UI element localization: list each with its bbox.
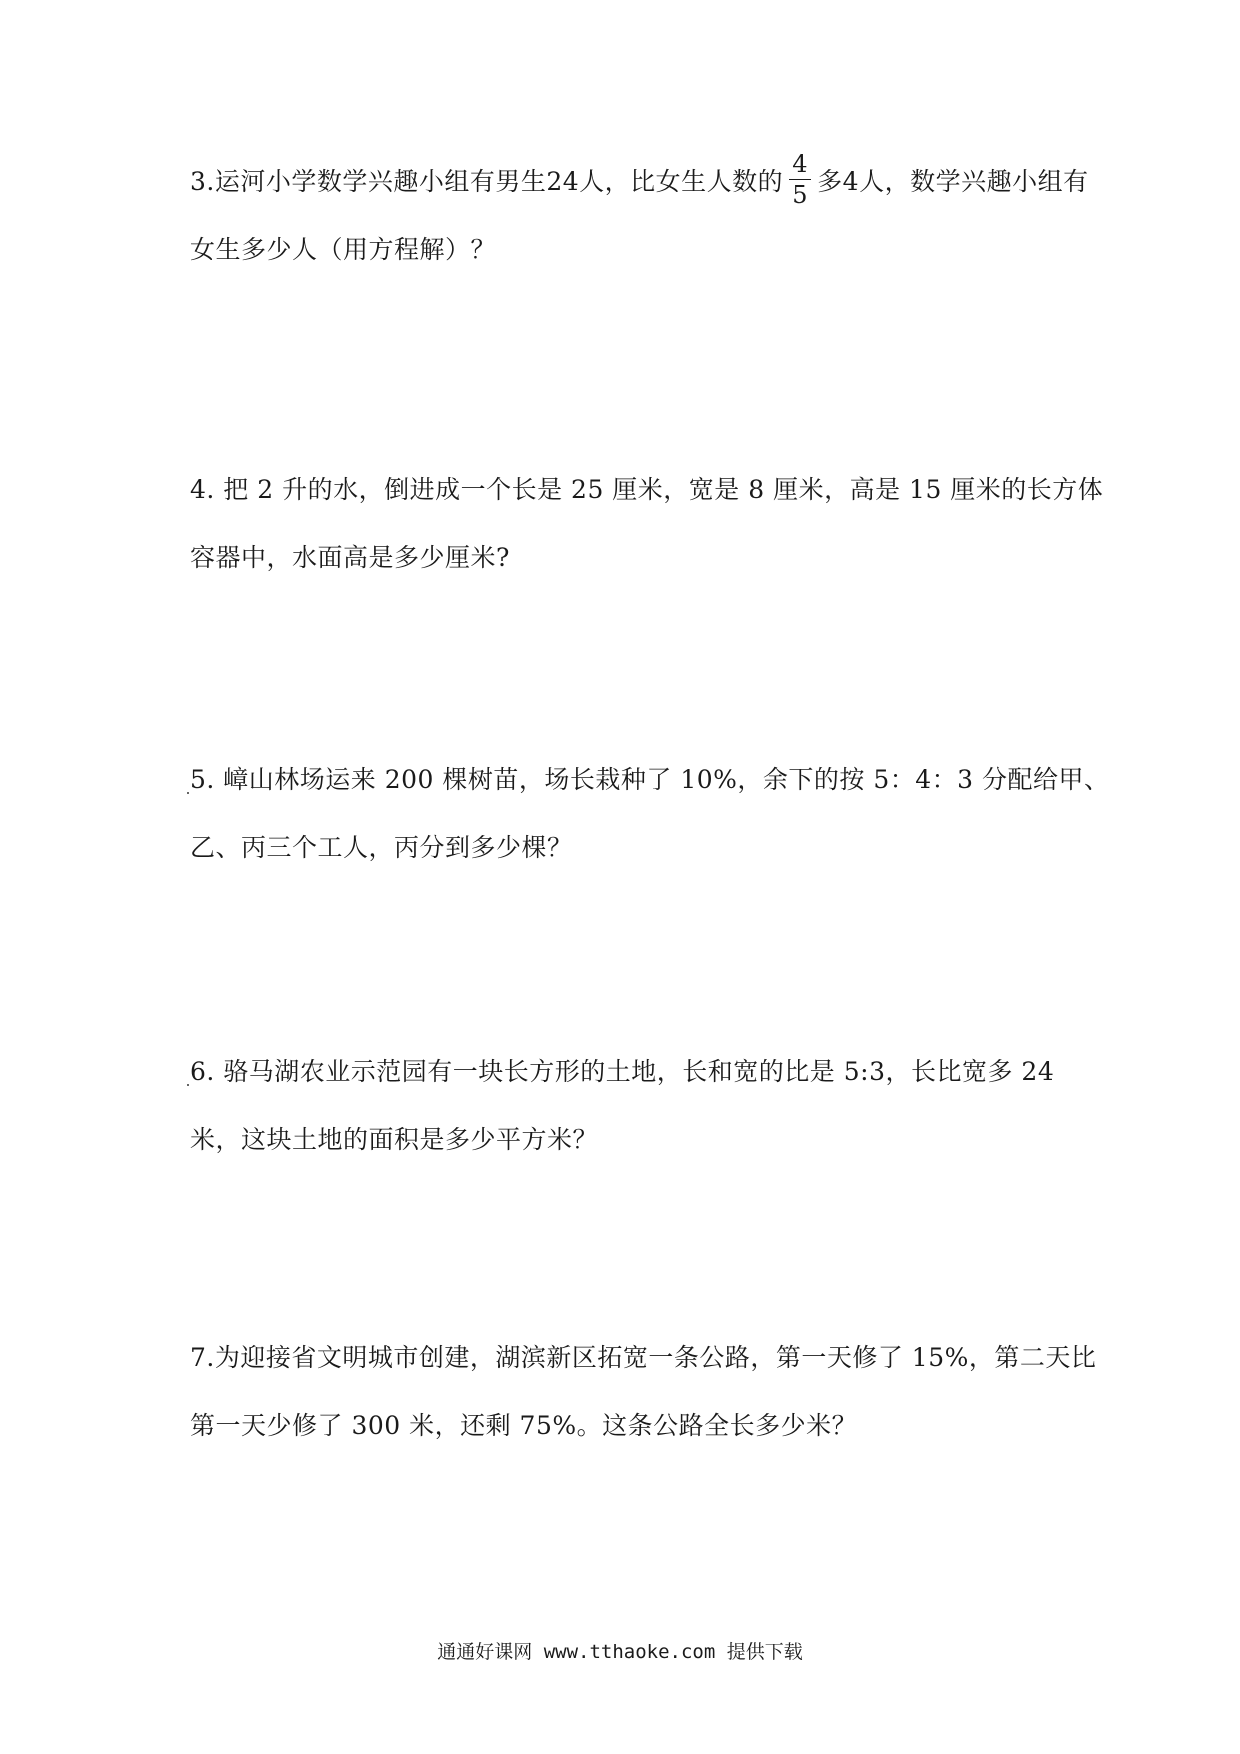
problem-5-line-2: 乙、丙三个工人，丙分到多少棵？ (190, 833, 573, 862)
page-footer: 通通好课网 www.tthaoke.com 提供下载 (437, 1641, 803, 1663)
problem-3-text-before-fraction: 3.运河小学数学兴趣小组有男生24人，比女生人数的 (190, 167, 784, 196)
problem-3-line-2: 女生多少人（用方程解）？ (190, 235, 497, 264)
problem-3-text-after-fraction: 多4人，数学兴趣小组有 (817, 167, 1089, 196)
problem-7-line-2: 第一天少修了 300 米，还剩 75%。这条公路全长多少米？ (190, 1411, 858, 1440)
fraction-denominator: 5 (792, 181, 809, 210)
problem-4-line-1: 4. 把 2 升的水，倒进成一个长是 25 厘米，宽是 8 厘米，高是 15 厘米的长方体 (190, 475, 1104, 504)
problem-6-line-2: 米，这块土地的面积是多少平方米？ (190, 1125, 599, 1154)
problem-4 (190, 456, 1104, 592)
problem-3 (190, 148, 1089, 284)
problem-7-line-1: 7.为迎接省文明城市创建，湖滨新区拓宽一条公路，第一天修了 15%，第二天比 (190, 1343, 1097, 1372)
problem-3-line-1 (190, 148, 1089, 216)
problem-6-line-1: 6. 骆马湖农业示范园有一块长方形的土地，长和宽的比是 5:3，长比宽多 24 (190, 1057, 1055, 1086)
problem-7 (190, 1324, 1097, 1460)
fraction-numerator: 4 (792, 149, 809, 178)
scan-speck (187, 792, 189, 794)
problem-5-line-1: 5. 嶂山林场运来 200 棵树苗，场长栽种了 10%，余下的按 5：4：3 分配给甲、 (190, 765, 1110, 794)
problem-5 (190, 746, 1110, 882)
problem-6 (190, 1038, 1060, 1174)
problem-4-line-2: 容器中，水面高是多少厘米? (190, 543, 510, 572)
scan-speck (187, 1084, 189, 1086)
fraction-four-fifths (789, 150, 811, 210)
fraction-bar (789, 179, 811, 181)
